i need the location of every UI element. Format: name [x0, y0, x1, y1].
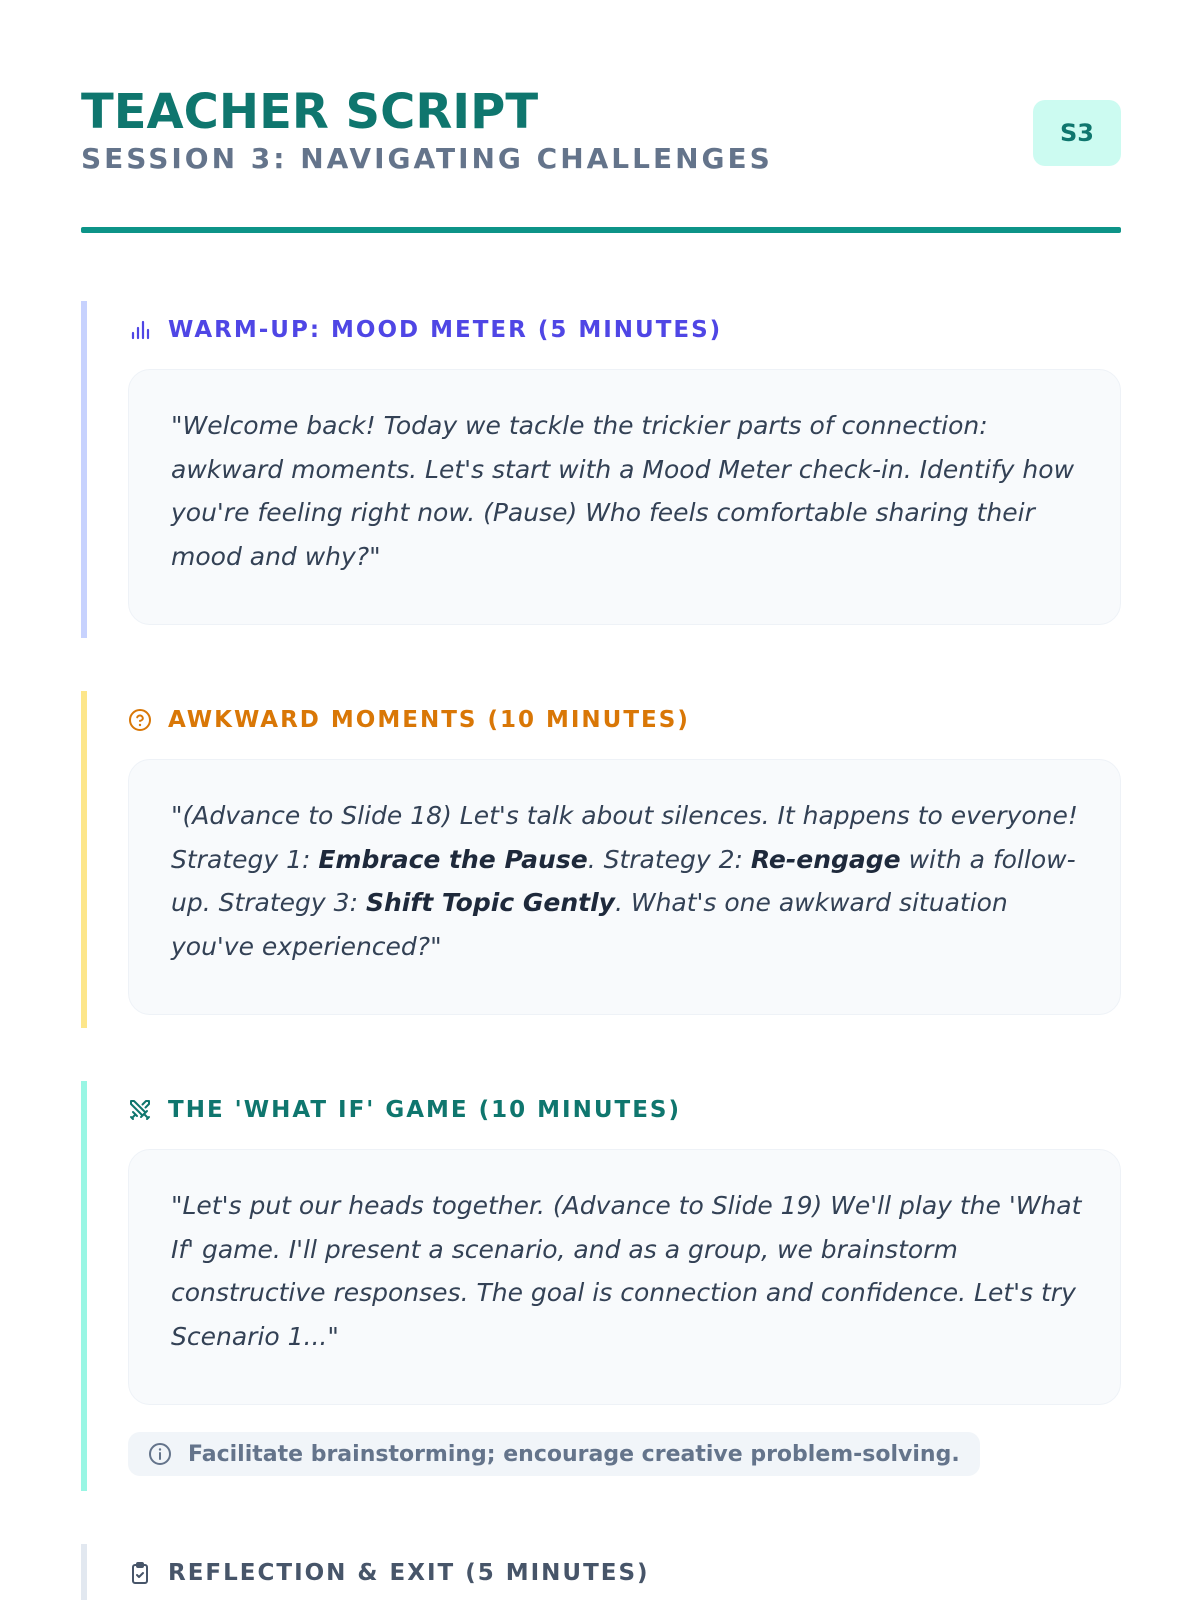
info-icon [148, 1441, 174, 1467]
header-divider [81, 227, 1121, 233]
page-subtitle: SESSION 3: NAVIGATING CHALLENGES [81, 142, 773, 175]
script-text-segment: "Let's put our heads together. (Advance to Slide 19) We'll play the 'What If' game. I'll present a scenario, and as a group, we brainstorm constructive responses. The goal is connection and confidence. Let's try Scenario 1..." [171, 1191, 1082, 1351]
swords-icon [128, 1098, 152, 1122]
section-awkward-moments [81, 691, 1121, 1028]
section-accent-bar [81, 301, 87, 638]
section-reflection-exit [81, 1544, 1121, 1600]
facilitator-note [128, 1432, 980, 1476]
strategy-emphasis: Re-engage [750, 844, 901, 874]
bar-chart-icon [128, 318, 152, 342]
section-heading [128, 1095, 681, 1125]
script-card [128, 1149, 1121, 1405]
script-text [171, 404, 1082, 578]
section-accent-bar [81, 1081, 87, 1491]
section-heading [128, 315, 722, 345]
section-heading-label: WARM-UP: MOOD METER (5 MINUTES) [168, 317, 723, 343]
section-heading-label: AWKWARD MOMENTS (10 MINUTES) [168, 707, 690, 733]
facilitator-note-text: Facilitate brainstorming; encourage creative problem-solving. [188, 1441, 960, 1467]
script-text [171, 794, 1082, 968]
help-circle-icon [128, 708, 152, 732]
section-what-if-game [81, 1081, 1121, 1491]
page-title: TEACHER SCRIPT [81, 84, 539, 140]
session-badge: S3 [1033, 100, 1121, 166]
page-header [81, 84, 1121, 176]
script-card [128, 759, 1121, 1015]
section-heading [128, 705, 690, 735]
script-text-segment: "Welcome back! Today we tackle the trickier parts of connection: awkward moments. Let's start with a Mood Meter check-in. Identify how you're feeling right now. (Pause) Who feels comfortable sharing their mood and why?" [171, 411, 1075, 571]
section-heading [128, 1558, 650, 1588]
strategy-emphasis: Shift Topic Gently [365, 888, 615, 917]
strategy-emphasis: Embrace the Pause [318, 844, 588, 874]
section-heading-label: REFLECTION & EXIT (5 MINUTES) [168, 1560, 650, 1586]
script-text-segment: . What's one awkward situation you've experienced?" [171, 888, 1008, 961]
section-warm-up [81, 301, 1121, 638]
script-card [128, 369, 1121, 625]
section-accent-bar [81, 1544, 87, 1600]
script-text-segment: with a follow-up. Strategy 3: [171, 844, 1076, 917]
script-text-segment: "(Advance to Slide 18) Let's talk about silences. It happens to everyone! Strategy 1: [171, 801, 1078, 874]
section-heading-label: THE 'WHAT IF' GAME (10 MINUTES) [168, 1097, 682, 1123]
script-text-segment: . Strategy 2: [587, 844, 751, 874]
clipboard-check-icon [128, 1561, 152, 1585]
script-text [171, 1184, 1082, 1358]
section-accent-bar [81, 691, 87, 1028]
